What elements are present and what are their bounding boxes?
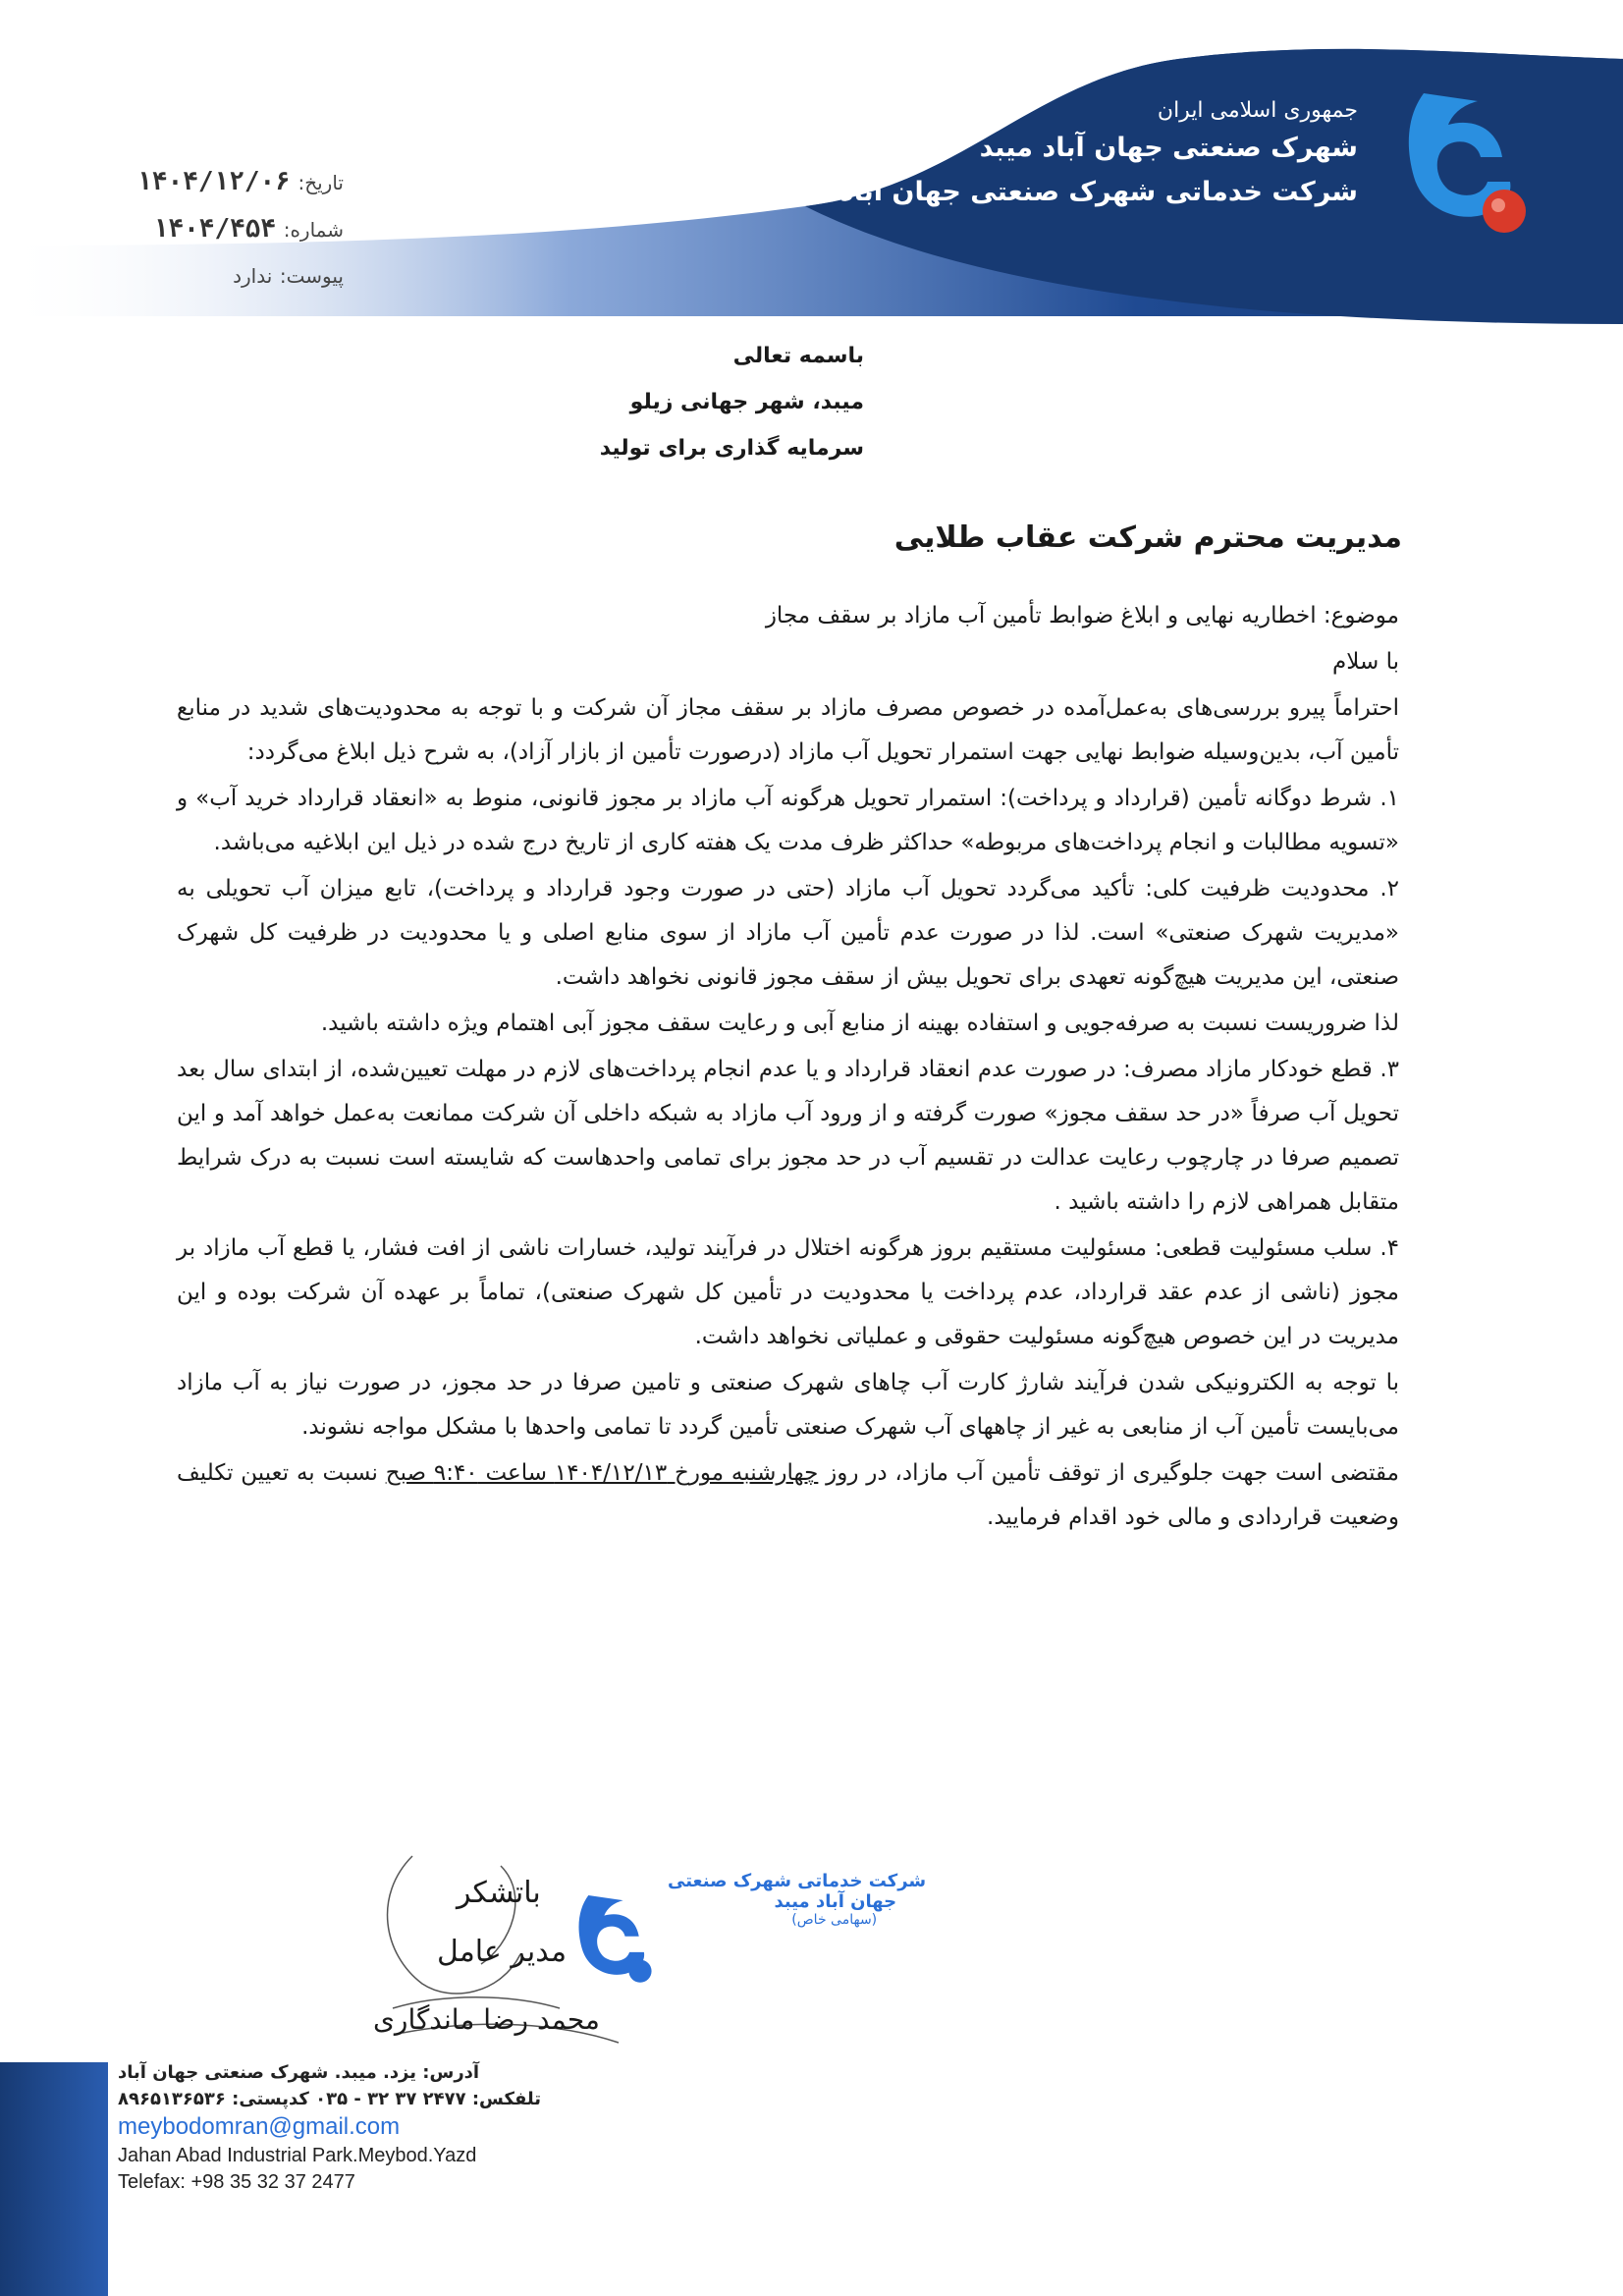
signature-name: محمد رضا ماندگاری [373,2003,600,2036]
company-stamp [668,1871,926,1928]
date-row [118,167,344,196]
item-2: ۲. محدودیت ظرفیت کلی: تأکید می‌گردد تحویل آب مازاد (حتی در صورت وجود قرارداد و پرداخت)، تابع میزان آب تحویلی به «مدیریت شهرک صنعتی» است. لذا در صورت عدم تأمین آب مازاد از سوی منابع اصلی و یا محدودیت در ظرفیت کل شهرک صنعتی، این مدیریت هیچ‌گونه تعهدی برای تحویل بیش از سقف مجوز قانونی نخواهد داشت. [177,876,1399,990]
attachment-value: ندارد [233,264,273,288]
company-logo-icon [1394,83,1532,241]
item-3: ۳. قطع خودکار مازاد مصرف: در صورت عدم انعقاد قرارداد و یا عدم انجام پرداخت‌های لازم در مهلت تعیین‌شده، از ابتدای سال بعد تحویل آب صرفاً «در حد سقف مجوز» صورت گرفته و از ورود آب مازاد به شبکه داخلی آن شرکت ممانعت به‌عمل خواهد آمد و این تصمیم صرفا در چارچوب رعایت عدالت در تقسیم آب در حد مجوز برای تمامی واحدهاست که شایسته است نسبت به درک شرایط متقابل همراهی لازم را داشته باشید . [177,1057,1399,1215]
footer-decoration [0,2062,108,2296]
signature-thanks: باتشکر [457,1876,541,1910]
stamp-line-3: (سهامی خاص) [791,1912,878,1928]
footer-email[interactable]: meybodomran@gmail.com [118,2113,401,2140]
letter-metadata [118,167,344,306]
slogan-2: میبد، شهر جهانی زیلو [629,390,864,414]
closing-2-post: نسبت به تعیین تکلیف وضعیت قراردادی و مالی خود اقدام فرمایید. [177,1460,1399,1530]
footer-phone: تلفکس: ۲۴۷۷ ۳۷ ۳۲ - ۰۳۵ کدپستی: ۸۹۶۵۱۳۶۵۳۶ [118,2089,542,2109]
stamp-line-2: جهان آباد میبد [774,1891,897,1912]
slogan-1: باسمه تعالی [732,344,864,368]
recipient: مدیریت محترم شرکت عقاب طلایی [893,520,1402,555]
number-label: شماره: [283,218,344,242]
footer-telefax: Telefax: +98 35 32 37 2477 [118,2171,355,2193]
deadline-text: چهارشنبه مورخ ۱۴۰۴/۱۲/۱۳ ساعت ۹:۴۰ صبح [385,1460,819,1486]
signature-title: مدیر عامل [437,1935,568,1969]
date-value: ۱۴۰۴/۱۲/۰۶ [136,167,291,196]
org-header [778,98,1358,207]
closing-paragraph-1: با توجه به الکترونیکی شدن فرآیند شارژ کارت آب چاهای شهرک صنعتی و تامین صرفا در حد مجوز، در صورت نیاز به آب مازاد می‌بایست تأمین آب از منابعی به غیر از چاههای آب شهرک صنعتی تأمین گردد تا تمامی واحدها با مشکل مواجه نشوند. [177,1370,1399,1440]
footer-address-en: Jahan Abad Industrial Park.Meybod.Yazd [118,2145,477,2166]
subject: موضوع: اخطاریه نهایی و ابلاغ ضوابط تأمین آب مازاد بر سقف مجاز [765,603,1399,629]
closing-paragraph-2 [177,1451,1399,1540]
item-1: ۱. شرط دوگانه تأمین (قرارداد و پرداخت): استمرار تحویل هرگونه آب مازاد بر مجوز قانونی، منوط به «انعقاد قرارداد خرید آب» و «تسویه مطالبات و انجام پرداخت‌های مربوطه» حداکثر ظرف مدت یک هفته کاری از تاریخ درج شده در ذیل این ابلاغیه می‌باشد. [177,786,1399,855]
item-4: ۴. سلب مسئولیت قطعی: مسئولیت مستقیم بروز هرگونه اختلال در فرآیند تولید، خسارات ناشی از افت فشار، یا قطع آب مازاد بر مجوز (ناشی از عدم عقد قرارداد، عدم پرداخت یا محدودیت در تأمین کل شهرک صنعتی)، تماماً بر عهده آن شرکت بوده و این مدیریت در این خصوص هیچ‌گونه مسئولیت حقوقی و عملیاتی نخواهد داشت. [177,1235,1399,1349]
item-2-note: لذا ضروریست نسبت به صرفه‌جویی و استفاده بهینه از منابع آبی و رعایت سقف مجوز آبی اهتمام ویژه داشته باشید. [320,1011,1399,1036]
footer-address: آدرس: یزد. میبد. شهرک صنعتی جهان آباد [118,2062,480,2083]
letter-body [177,594,1399,1542]
greeting: با سلام [1332,649,1399,675]
attachment-row [118,261,344,289]
slogan-3: سرمایه گذاری برای تولید [599,436,864,461]
number-value: ۱۴۰۴/۴۵۴ [152,214,277,244]
header-line-2: شهرک صنعتی جهان آباد میبد [979,133,1358,163]
slogans [589,344,864,482]
header-line-1: جمهوری اسلامی ایران [1157,98,1358,123]
closing-2-pre: مقتضی است جهت جلوگیری از توقف تأمین آب مازاد، در روز [818,1460,1400,1486]
intro-paragraph: احتراماً پیرو بررسی‌های به‌عمل‌آمده در خصوص مصرف مازاد بر سقف مجاز آن شرکت و با توجه به محدودیت‌های شدید در منابع تأمین آب، بدین‌وسیله ضوابط نهایی جهت استمرار تحویل آب مازاد (درصورت تأمین از بازار آزاد)، به شرح ذیل ابلاغ می‌گردد: [177,695,1399,765]
stamp-line-1: شرکت خدماتی شهرک صنعتی [668,1871,927,1891]
header-line-3: شرکت خدماتی شهرک صنعتی جهان آباد میبد [777,177,1358,207]
date-label: تاریخ: [298,171,344,194]
attachment-label: پیوست: [279,264,344,288]
stamp-logo-icon [569,1886,658,1994]
footer [118,2062,727,2194]
signature-area [363,1836,933,2062]
number-row [118,214,344,244]
